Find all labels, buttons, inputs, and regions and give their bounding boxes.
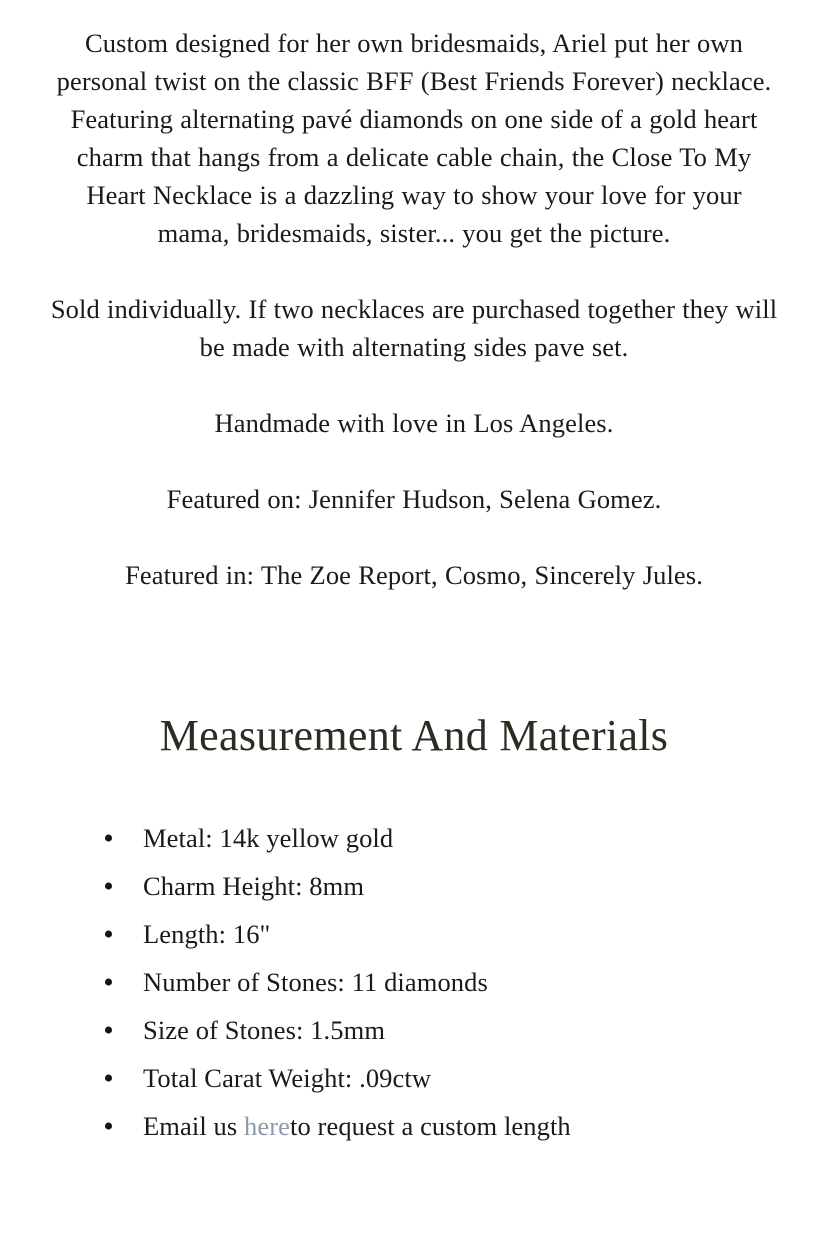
bullet-icon bbox=[105, 1123, 112, 1130]
description-paragraph-5: Featured in: The Zoe Report, Cosmo, Sincerely Jules. bbox=[125, 560, 703, 590]
list-item bbox=[48, 1006, 780, 1054]
bullet-icon bbox=[105, 883, 112, 890]
list-item bbox=[48, 814, 780, 862]
description-paragraph-1: Custom designed for her own bridesmaids, Ariel put her own personal twist on the classic BFF (Best Friends Forever) necklace. Featuring alternating pavé diamonds on one side of a gold heart charm that hangs from a delicate cable chain, the Close To My Heart Necklace is a dazzling way to show your love for your mama, bridesmaids, sister... you get the picture. bbox=[56, 28, 772, 248]
email-us-here-link[interactable]: here bbox=[244, 1111, 290, 1141]
list-item bbox=[48, 862, 780, 910]
list-item bbox=[48, 1102, 780, 1150]
spec-total-carat-weight-label: Total Carat Weight: .09ctw bbox=[143, 1063, 432, 1093]
bullet-icon bbox=[105, 1027, 112, 1034]
spec-charm-height-label: Charm Height: 8mm bbox=[143, 871, 365, 901]
spec-metal-label: Metal: 14k yellow gold bbox=[143, 823, 394, 853]
bullet-icon bbox=[105, 1075, 112, 1082]
description-paragraph-2: Sold individually. If two necklaces are purchased together they will be made with alternating sides pave set. bbox=[50, 294, 778, 362]
spec-custom-length-text-after: to request a custom length bbox=[290, 1111, 571, 1141]
list-item bbox=[48, 1054, 780, 1102]
bullet-icon bbox=[105, 979, 112, 986]
spec-custom-length-text-before: Email us bbox=[143, 1111, 244, 1141]
description-block bbox=[48, 0, 780, 594]
measurement-and-materials-heading: Measurement And Materials bbox=[159, 711, 669, 760]
bullet-icon bbox=[105, 931, 112, 938]
spec-size-of-stones-label: Size of Stones: 1.5mm bbox=[143, 1015, 386, 1045]
spec-number-of-stones-label: Number of Stones: 11 diamonds bbox=[143, 967, 488, 997]
description-paragraph-3: Handmade with love in Los Angeles. bbox=[214, 408, 614, 438]
description-paragraph-4: Featured on: Jennifer Hudson, Selena Gomez. bbox=[166, 484, 662, 514]
spec-length-label: Length: 16" bbox=[143, 919, 271, 949]
specifications-list bbox=[48, 762, 780, 1150]
bullet-icon bbox=[105, 835, 112, 842]
list-item bbox=[48, 910, 780, 958]
list-item bbox=[48, 958, 780, 1006]
